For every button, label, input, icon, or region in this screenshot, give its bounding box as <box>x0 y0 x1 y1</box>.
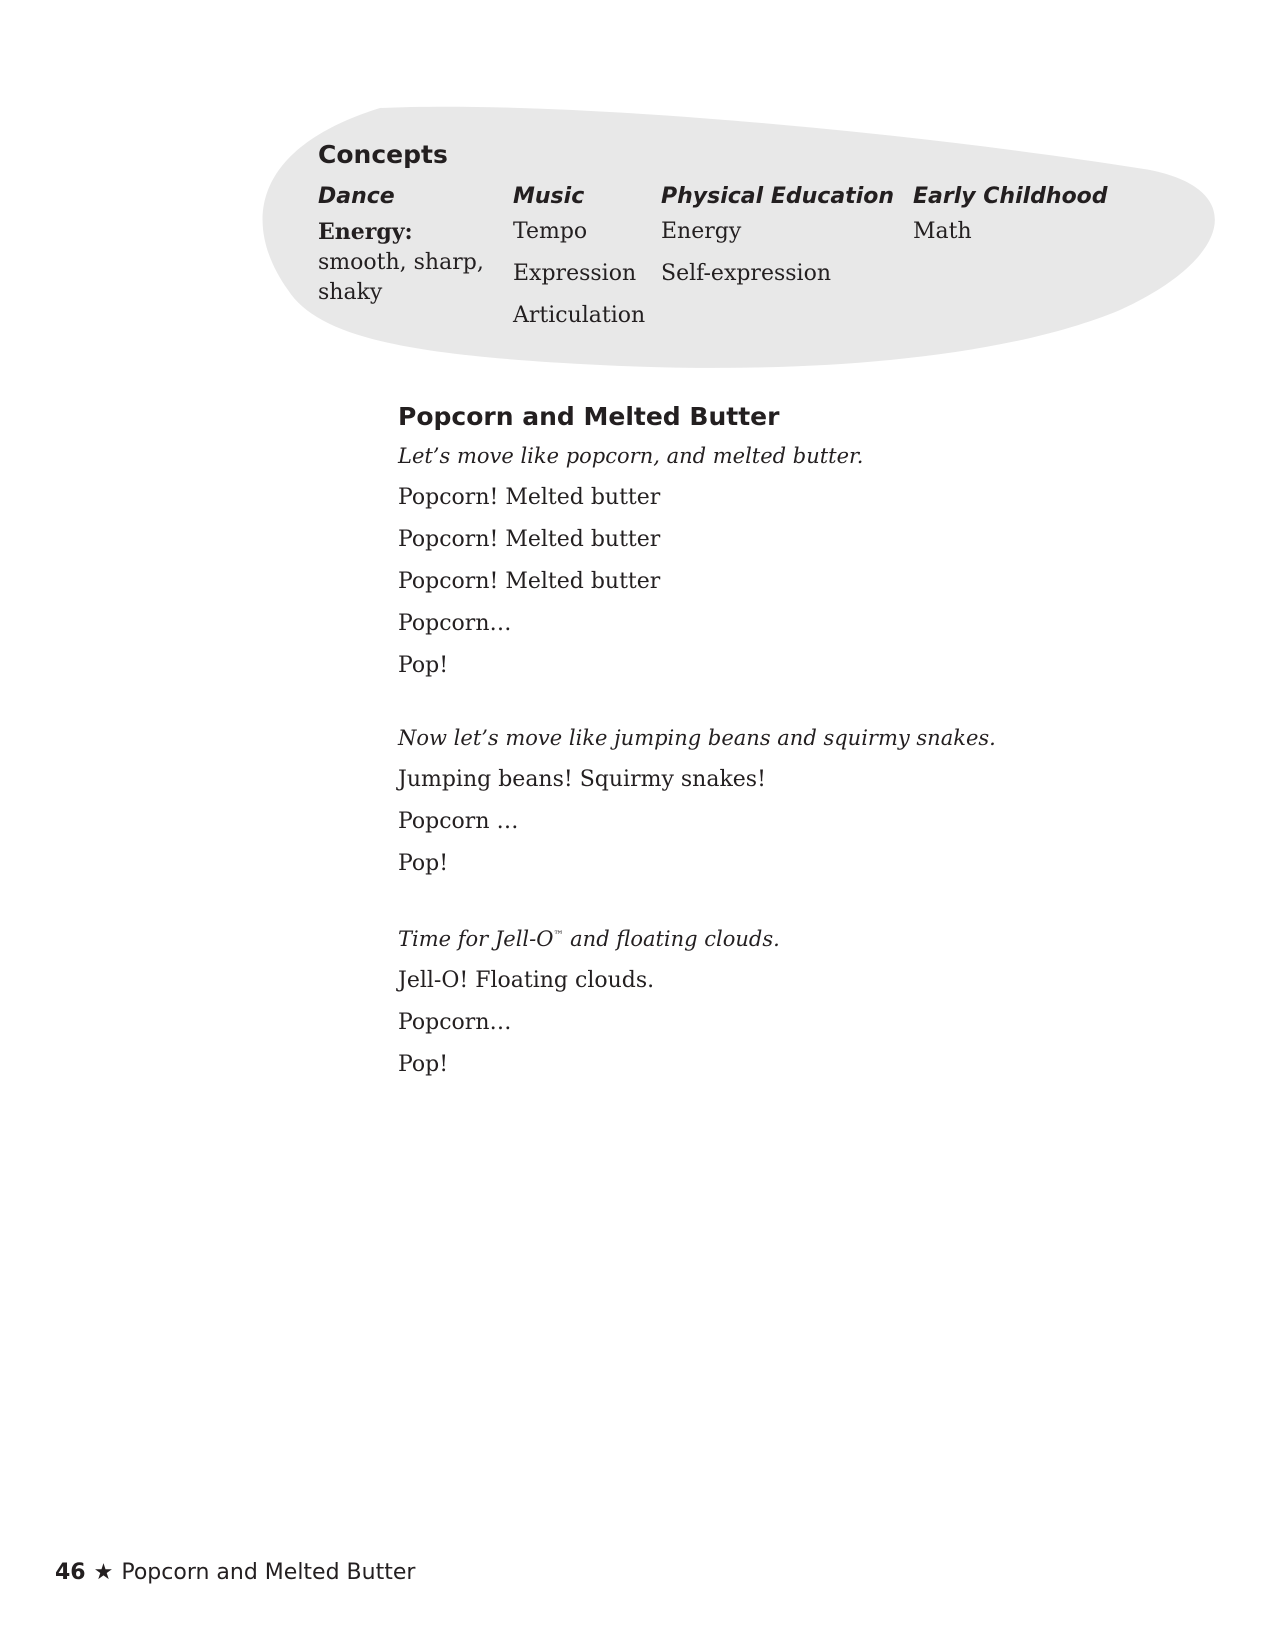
early-childhood-item: Math <box>913 219 972 244</box>
early-childhood-heading: Early Childhood <box>913 184 1108 209</box>
song-section <box>398 402 1098 1122</box>
verse-cue: Let’s move like popcorn, and melted butter. <box>398 444 864 468</box>
verse-1 <box>398 441 1098 681</box>
concepts-dance-column <box>318 184 503 308</box>
lyric-line: Pop! <box>398 1052 449 1077</box>
concepts-title: Concepts <box>318 140 448 169</box>
pe-item: Energy <box>661 219 742 244</box>
page-number: 46 <box>55 1560 86 1585</box>
dance-energy <box>318 217 503 308</box>
song-title: Popcorn and Melted Butter <box>398 402 780 431</box>
verse-2 <box>398 723 1098 879</box>
verse-cue: Now let’s move like jumping beans and squirmy snakes. <box>398 726 996 750</box>
footer-title: Popcorn and Melted Butter <box>121 1560 416 1585</box>
lyric-line: Pop! <box>398 653 449 678</box>
concepts-pe-column <box>661 184 894 301</box>
lyric-line: Pop! <box>398 851 449 876</box>
star-icon: ★ <box>93 1560 114 1585</box>
energy-label: Energy: <box>318 219 413 245</box>
music-heading: Music <box>513 184 585 209</box>
energy-values: smooth, sharp, shaky <box>318 250 484 305</box>
dance-heading: Dance <box>318 184 395 209</box>
page-footer <box>55 1560 415 1585</box>
lyric-line: Popcorn! Melted butter <box>398 527 661 552</box>
pe-heading: Physical Education <box>661 184 895 209</box>
lyric-line: Popcorn… <box>398 1010 512 1035</box>
lyric-line: Jumping beans! Squirmy snakes! <box>398 767 766 792</box>
concepts-music-column <box>513 184 645 343</box>
lyric-line: Popcorn … <box>398 809 519 834</box>
music-item: Expression <box>513 261 637 286</box>
pe-item: Self-expression <box>661 261 831 286</box>
music-item: Articulation <box>513 303 646 328</box>
lyric-line: Popcorn! Melted butter <box>398 485 661 510</box>
music-item: Tempo <box>513 219 588 244</box>
lyric-line: Popcorn! Melted butter <box>398 569 661 594</box>
lyric-line: Jell-O! Floating clouds. <box>398 968 655 993</box>
verse-3 <box>398 921 1098 1080</box>
concepts-early-childhood-column <box>913 184 1108 259</box>
cue-text: Time for Jell-O <box>398 927 554 951</box>
lyric-line: Popcorn… <box>398 611 512 636</box>
cue-text: and floating clouds. <box>563 927 780 951</box>
trademark-symbol: ™ <box>553 930 564 941</box>
verse-cue <box>398 921 1098 954</box>
